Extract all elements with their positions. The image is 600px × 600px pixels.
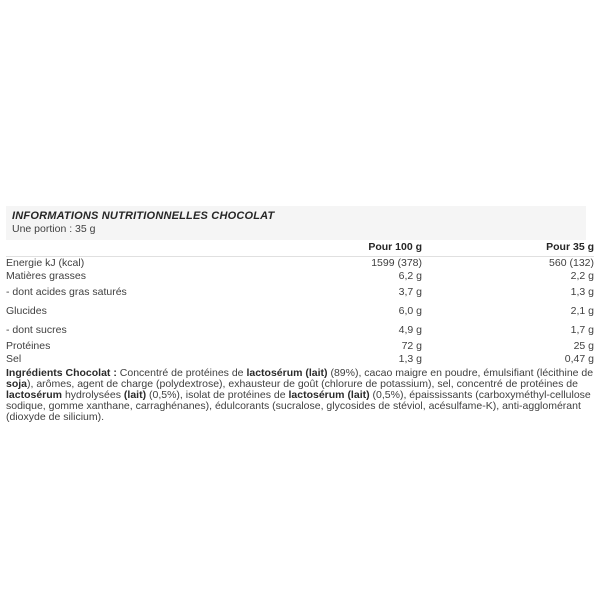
table-row-matieres-grasses bbox=[6, 270, 594, 283]
value-per-100g: 1599 (378) bbox=[371, 257, 422, 269]
value-per-100g: 1,3 g bbox=[398, 353, 422, 365]
table-row-acides-gras-satures bbox=[6, 283, 594, 302]
nutrient-label: Glucides bbox=[6, 305, 47, 317]
column-header-empty bbox=[6, 240, 206, 257]
nutrient-label: - dont sucres bbox=[6, 324, 67, 336]
nutrient-label: Energie kJ (kcal) bbox=[6, 257, 85, 269]
value-per-100g: 3,7 g bbox=[398, 286, 422, 298]
nutrition-header-panel bbox=[6, 206, 586, 240]
nutrient-label: Protéines bbox=[6, 340, 51, 352]
column-header-per-35g: Pour 35 g bbox=[422, 240, 594, 257]
value-per-35g: 2,1 g bbox=[570, 305, 594, 317]
value-per-100g: 4,9 g bbox=[398, 324, 422, 336]
value-per-35g: 0,47 g bbox=[564, 353, 594, 365]
nutrient-label: Matières grasses bbox=[6, 270, 86, 282]
value-per-35g: 1,3 g bbox=[570, 286, 594, 298]
table-row-energie bbox=[6, 257, 594, 271]
value-per-35g: 25 g bbox=[573, 340, 594, 352]
value-per-100g: 6,0 g bbox=[398, 305, 422, 317]
nutrition-table bbox=[6, 240, 594, 366]
table-row-glucides bbox=[6, 302, 594, 321]
value-per-35g: 2,2 g bbox=[570, 270, 594, 282]
value-per-35g: 560 (132) bbox=[549, 257, 594, 269]
table-row-sucres bbox=[6, 321, 594, 340]
column-header-per-100g: Pour 100 g bbox=[206, 240, 422, 257]
table-row-sel bbox=[6, 353, 594, 366]
value-per-35g: 1,7 g bbox=[570, 324, 594, 336]
nutrient-label: - dont acides gras saturés bbox=[6, 286, 127, 298]
nutrient-label: Sel bbox=[6, 353, 22, 365]
value-per-100g: 6,2 g bbox=[398, 270, 422, 282]
table-row-proteines bbox=[6, 340, 594, 353]
table-header-row bbox=[6, 240, 594, 257]
nutrition-title: INFORMATIONS NUTRITIONNELLES CHOCOLAT bbox=[12, 210, 275, 222]
value-per-100g: 72 g bbox=[401, 340, 422, 352]
ingredients-paragraph: Ingrédients Chocolat : Concentré de protéines de lactosérum (lait) (89%), cacao maigre en poudre, émulsifiant (lécithine de soja), arômes, agent de charge (polydextrose), exhausteur de goût (chlorure de potassium), sel, concentré de protéines de lactosérum hydrolysées (lait) (0,5%), isolat de protéines de lactosérum (lait) (0,5%), épaississants (carboxyméthyl-cellulose sodique, gomme xanthane, carraghénanes), édulcorants (sucralose, glycosides de stéviol, acésulfame-K), anti-agglomérant (dioxyde de silicium). bbox=[6, 367, 594, 423]
portion-note: Une portion : 35 g bbox=[12, 223, 96, 235]
